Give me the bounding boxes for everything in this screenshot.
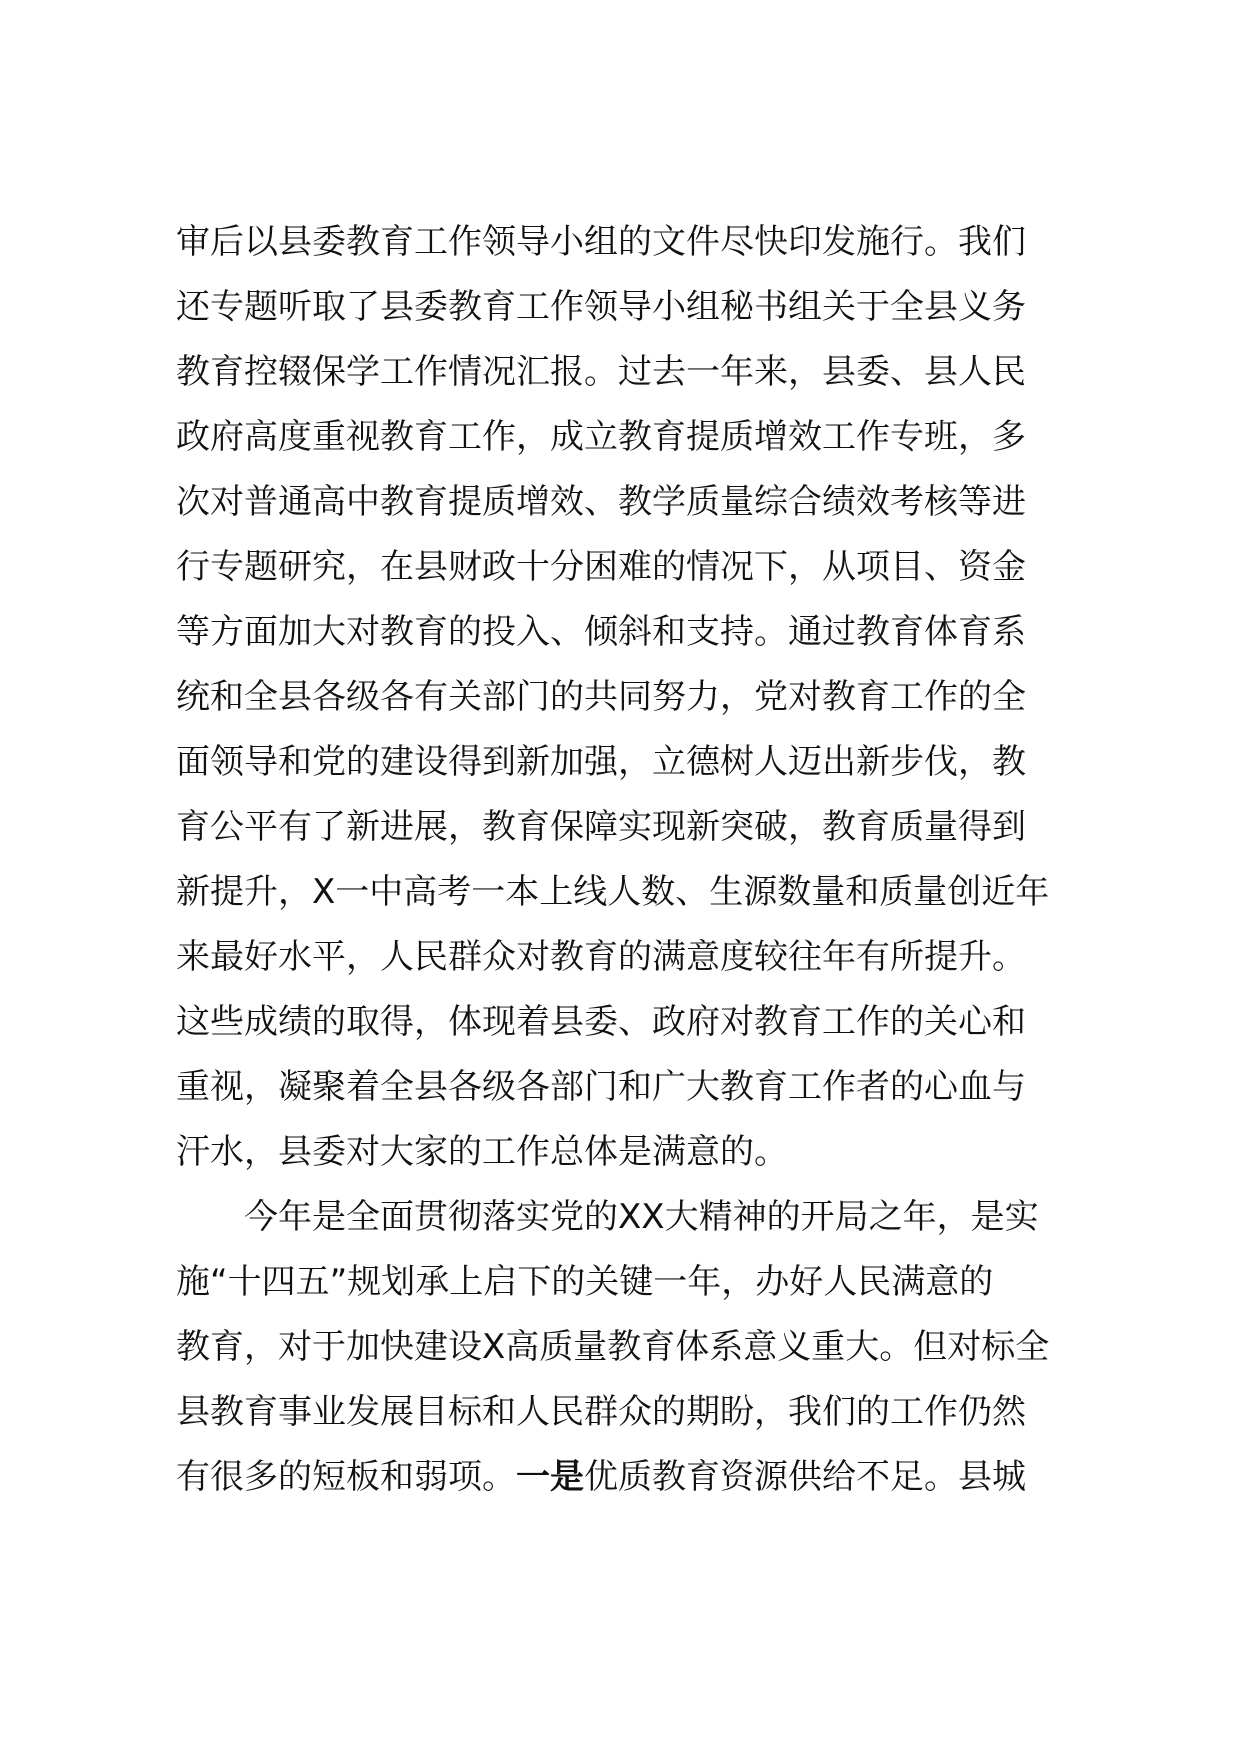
text-line-20-start: 有很多的短板和弱项。 (176, 1457, 516, 1497)
text-line-18: 教育，对于加快建设X高质量教育体系意义重大。但对标全 (176, 1327, 1050, 1367)
document-page (176, 210, 1136, 1510)
text-line-20-rest: 优质教育资源供给不足。县城 (584, 1457, 1026, 1497)
text-line-15: 汗水，县委对大家的工作总体是满意的。 (176, 1132, 788, 1172)
text-line-4: 政府高度重视教育工作，成立教育提质增效工作专班，多 (176, 417, 1026, 457)
text-line-16: 今年是全面贯彻落实党的XX大精神的开局之年，是实 (244, 1197, 1039, 1237)
text-line-17: 施“十四五”规划承上启下的关键一年，办好人民满意的 (176, 1262, 994, 1302)
text-line-9: 面领导和党的建设得到新加强，立德树人迈出新步伐，教 (176, 742, 1026, 782)
text-line-6: 行专题研究，在县财政十分困难的情况下，从项目、资金 (176, 547, 1026, 587)
text-line-7: 等方面加大对教育的投入、倾斜和支持。通过教育体育系 (176, 612, 1026, 652)
text-line-20 (176, 1445, 1136, 1510)
text-line-10: 育公平有了新进展，教育保障实现新突破，教育质量得到 (176, 807, 1026, 847)
text-line-11: 新提升，X一中高考一本上线人数、生源数量和质量创近年 (176, 872, 1050, 912)
text-line-3: 教育控辍保学工作情况汇报。过去一年来，县委、县人民 (176, 352, 1026, 392)
text-line-8: 统和全县各级各有关部门的共同努力，党对教育工作的全 (176, 677, 1026, 717)
text-line-13: 这些成绩的取得，体现着县委、政府对教育工作的关心和 (176, 1002, 1026, 1042)
bold-point-marker: 一是 (516, 1457, 584, 1497)
text-line-1: 审后以县委教育工作领导小组的文件尽快印发施行。我们 (176, 222, 1026, 262)
text-line-19: 县教育事业发展目标和人民群众的期盼，我们的工作仍然 (176, 1392, 1026, 1432)
text-line-2: 还专题听取了县委教育工作领导小组秘书组关于全县义务 (176, 287, 1026, 327)
text-line-5: 次对普通高中教育提质增效、教学质量综合绩效考核等进 (176, 482, 1026, 522)
text-line-14: 重视，凝聚着全县各级各部门和广大教育工作者的心血与 (176, 1067, 1026, 1107)
text-line-12: 来最好水平，人民群众对教育的满意度较往年有所提升。 (176, 937, 1026, 977)
